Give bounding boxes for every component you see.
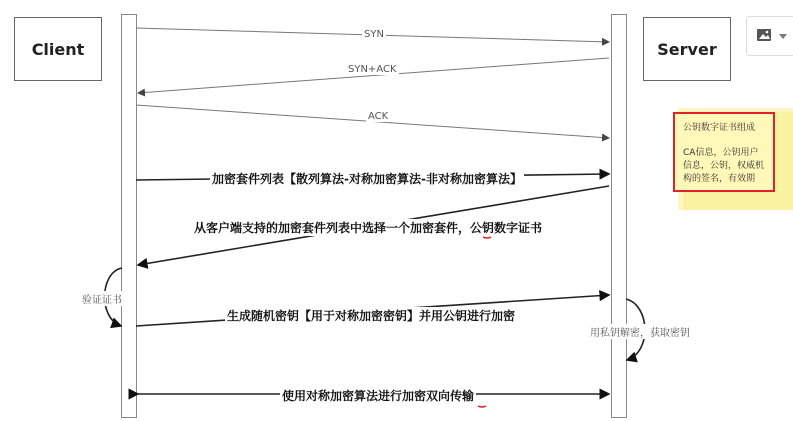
highlight-frame — [673, 112, 775, 192]
image-insert-button[interactable] — [746, 16, 793, 56]
note-line-1: CA信息，公钥用户 — [683, 148, 759, 158]
server-choose-label: 从客户端支持的加密套件列表中选择一个加密套件，公钥数字证书 — [194, 221, 543, 235]
transfer-label: 使用对称加密算法进行加密双向传输 — [282, 389, 475, 403]
note-title: 公钥数字证书组成 — [683, 123, 756, 133]
underline-mark-2 — [478, 406, 486, 407]
server-label: Server — [657, 39, 717, 59]
decrypt-label: 用私钥解密，获取密钥 — [590, 324, 690, 339]
syn-ack-label: SYN+ACK — [348, 64, 397, 75]
syn-label: SYN — [364, 29, 384, 40]
client-label: Client — [31, 39, 85, 59]
underline-mark-1 — [483, 237, 491, 238]
note-line-3: 构的签名，有效期 — [683, 174, 756, 184]
gen-key-label: 生成随机密钥【用于对称加密密钥】并用公钥进行加密 — [227, 309, 516, 323]
verify-cert-label: 验证证书 — [82, 291, 122, 306]
ack-label: ACK — [368, 111, 389, 122]
note-body — [683, 147, 769, 186]
cipher-list-label: 加密套件列表【散列算法-对称加密算法-非对称加密算法】 — [212, 172, 522, 186]
note-line-2: 信息，公钥，权威机 — [683, 161, 765, 171]
chevron-down-icon — [779, 33, 789, 41]
